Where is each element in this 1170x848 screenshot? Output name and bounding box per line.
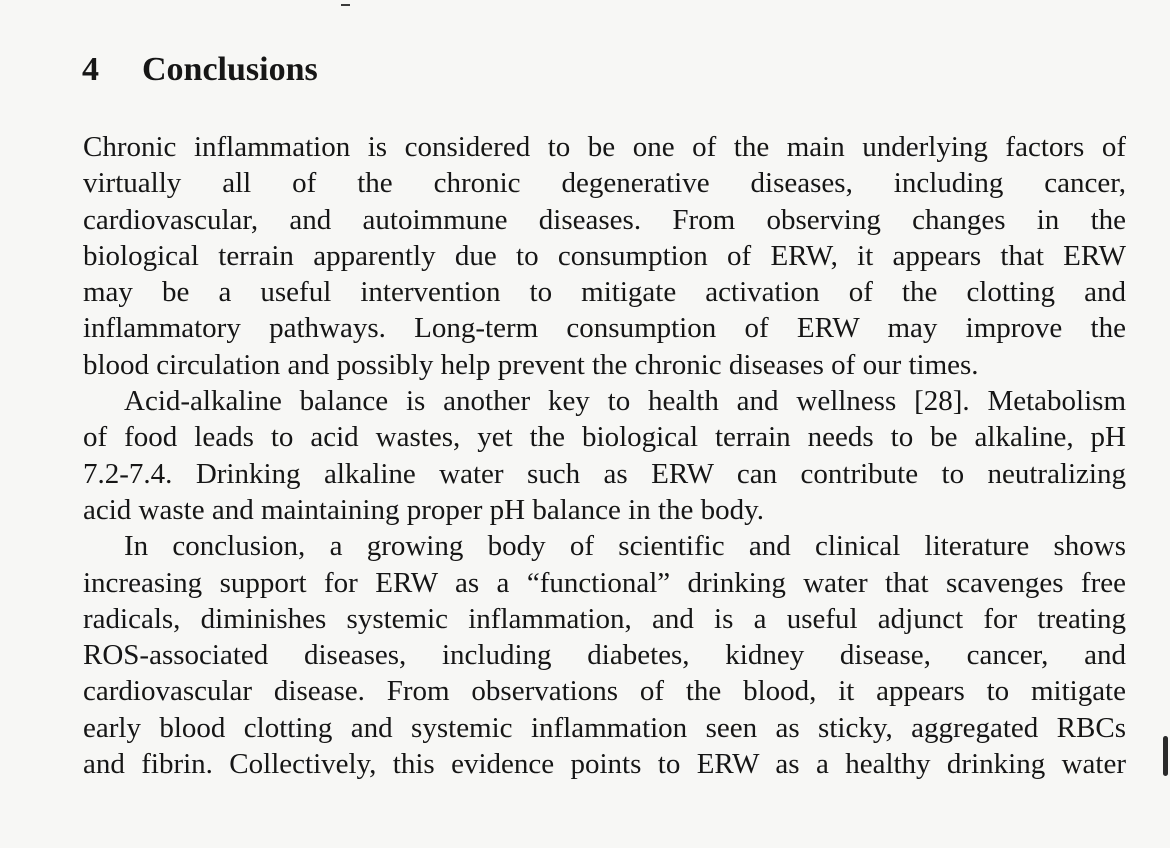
- text-line: inflammatory pathways. Long-term consumption of ERW may improve the: [83, 312, 1126, 345]
- text-line: 7.2-7.4. Drinking alkaline water such as ERW can contribute to neutralizing: [83, 457, 1126, 490]
- text-line: radicals, diminishes systemic inflammation, and is a useful adjunct for treating: [83, 602, 1126, 635]
- section-heading: [82, 46, 318, 94]
- paragraph-conclusion: [83, 528, 1126, 782]
- section-number: 4: [82, 51, 99, 88]
- text-line: and fibrin. Collectively, this evidence points to ERW as a healthy drinking water: [83, 748, 1126, 781]
- page-edge-mark: [1163, 736, 1168, 776]
- text-line: In conclusion, a growing body of scientific and clinical literature shows: [124, 530, 1126, 563]
- text-line: increasing support for ERW as a “functional” drinking water that scavenges free: [83, 566, 1126, 599]
- text-line: Chronic inflammation is considered to be one of the main underlying factors of: [83, 131, 1126, 163]
- paragraph-inflammation: [83, 129, 1126, 383]
- text-line: Acid-alkaline balance is another key to health and wellness [28]. Metabolism: [124, 385, 1126, 418]
- text-line: cardiovascular, and autoimmune diseases. From observing changes in the: [83, 203, 1126, 236]
- page-top-mark: [341, 4, 350, 6]
- text-line: virtually all of the chronic degenerative diseases, including cancer,: [83, 167, 1126, 200]
- text-line: may be a useful intervention to mitigate activation of the clotting and: [83, 276, 1126, 309]
- conclusions-body: [83, 129, 1126, 782]
- text-line: of food leads to acid wastes, yet the biological terrain needs to be alkaline, pH: [83, 421, 1126, 454]
- text-line: ROS-associated diseases, including diabetes, kidney disease, cancer, and: [83, 639, 1126, 672]
- paragraph-acid-alkaline: [83, 383, 1126, 528]
- text-line: acid waste and maintaining proper pH balance in the body.: [83, 493, 765, 526]
- text-line: blood circulation and possibly help prevent the chronic diseases of our times.: [83, 348, 979, 381]
- text-line: early blood clotting and systemic inflammation seen as sticky, aggregated RBCs: [83, 711, 1126, 744]
- text-line: biological terrain apparently due to consumption of ERW, it appears that ERW: [83, 239, 1126, 272]
- text-line: cardiovascular disease. From observations of the blood, it appears to mitigate: [83, 675, 1126, 708]
- section-title: Conclusions: [142, 51, 318, 88]
